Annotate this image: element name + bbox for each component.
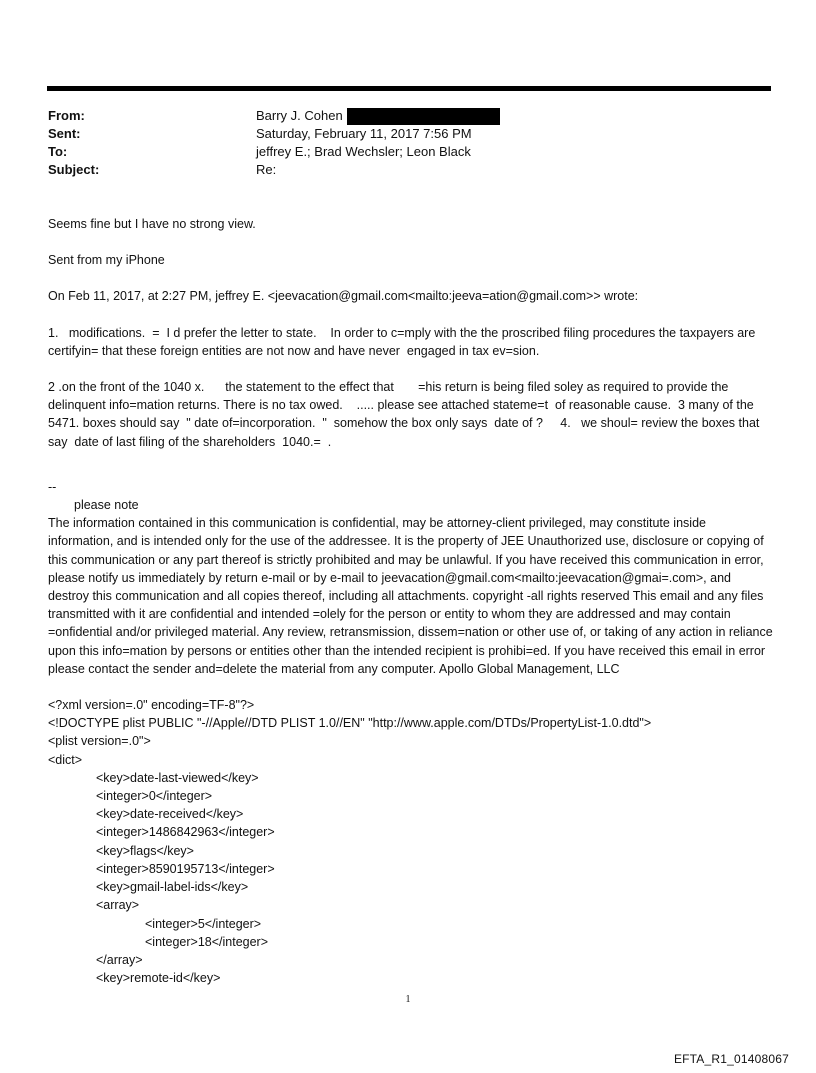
xml-line: </array>	[96, 952, 143, 967]
to-value: jeffrey E.; Brad Wechsler; Leon Black	[256, 144, 471, 159]
xml-line: <integer>18</integer>	[145, 934, 269, 949]
sent-value: Saturday, February 11, 2017 7:56 PM	[256, 126, 472, 141]
xml-line: <key>remote-id</key>	[96, 971, 221, 986]
signature-separator: --	[48, 479, 57, 494]
xml-line: <dict>	[48, 752, 83, 767]
quoted-paragraph-2: 2 .on the front of the 1040 x. the statement to the effect that =his return is being filed soley as required to provide the delinquent info=mation returns. There is no tax owed. ..... please see attached stateme=t of reasonable cause. 3 many of the 5471. boxes should say " date of=incorporation. " somehow the box only says date of ? 4. we shoul= review the boxes that say date of last filing of the shareholders 1040.= .	[48, 380, 763, 449]
xml-line: <array>	[96, 898, 140, 913]
sender-name: Barry J. Cohen	[256, 108, 343, 123]
sent-row	[48, 125, 768, 143]
from-row	[48, 107, 768, 125]
signature-note: please note	[74, 498, 139, 513]
xml-line: <!DOCTYPE plist PUBLIC "-//Apple//DTD PLIST 1.0//EN" "http://www.apple.com/DTDs/PropertyList-1.0.dtd">	[48, 716, 652, 731]
quote-header: On Feb 11, 2017, at 2:27 PM, jeffrey E. <jeevacation@gmail.com<mailto:jeeva=ation@gmail.com>> wrote:	[48, 289, 639, 304]
subject-row	[48, 161, 768, 179]
email-body	[48, 215, 773, 987]
reply-text: Seems fine but I have no strong view.	[48, 217, 256, 231]
xml-line: <integer>1486842963</integer>	[96, 825, 275, 840]
to-row	[48, 143, 768, 161]
xml-line: <key>date-received</key>	[96, 807, 244, 822]
xml-line: <key>date-last-viewed</key>	[96, 770, 259, 785]
xml-block	[48, 696, 773, 987]
redaction-box	[347, 108, 500, 125]
xml-line: <integer>0</integer>	[96, 789, 213, 804]
sent-label: Sent:	[48, 126, 81, 141]
from-label: From:	[48, 108, 85, 123]
xml-line: <?xml version=.0" encoding=TF-8"?>	[48, 698, 255, 713]
xml-line: <integer>8590195713</integer>	[96, 861, 275, 876]
quoted-paragraph-1: 1. modifications. = I d prefer the letter to state. In order to c=mply with the the proscribed filing procedures the taxpayers are certifyin= that these foreign entities are not now and have never engaged in tax ev=sion.	[48, 325, 759, 358]
bates-number: EFTA_R1_01408067	[673, 1052, 789, 1066]
xml-line: <key>flags</key>	[96, 843, 194, 858]
subject-value: Re:	[256, 162, 277, 177]
subject-label: Subject:	[48, 162, 100, 177]
xml-line: <integer>5</integer>	[145, 916, 262, 931]
disclaimer-text: The information contained in this communication is confidential, may be attorney-client privileged, may constitute inside information, and is intended only for the use of the addressee. It is the property of JEE Unauthorized use, disclosure or copying of this communication or any part thereof is strictly prohibited and may be unlawful. If you have received this communication in error, please notify us immediately by return e-mail or by e-mail to jeevacation@gmail.com<mailto:jeevacation@gmai=.com>, and destroy this communication and all copies thereof, including all attachments. copyright -all rights reserved This email and any files transmitted with it are confidential and intended =olely for the person or entity to whom they are addressed and may contain =onfidential and/or privileged material. Any review, retransmission, dissem=nation or other use of, or taking of any action in reliance upon this info=mation by persons or entities other than the intended recipient is prohibi=ed. If you have received this email in error please contact the sender and=delete the material from any computer. Apollo Global Management, LLC	[48, 516, 773, 676]
to-label: To:	[48, 144, 68, 159]
email-header	[48, 107, 768, 179]
from-value	[256, 107, 500, 125]
signature-device: Sent from my iPhone	[48, 253, 165, 268]
page-number: 1	[405, 994, 411, 1005]
xml-line: <key>gmail-label-ids</key>	[96, 880, 249, 895]
header-rule	[47, 86, 771, 91]
xml-line: <plist version=.0">	[48, 734, 151, 749]
